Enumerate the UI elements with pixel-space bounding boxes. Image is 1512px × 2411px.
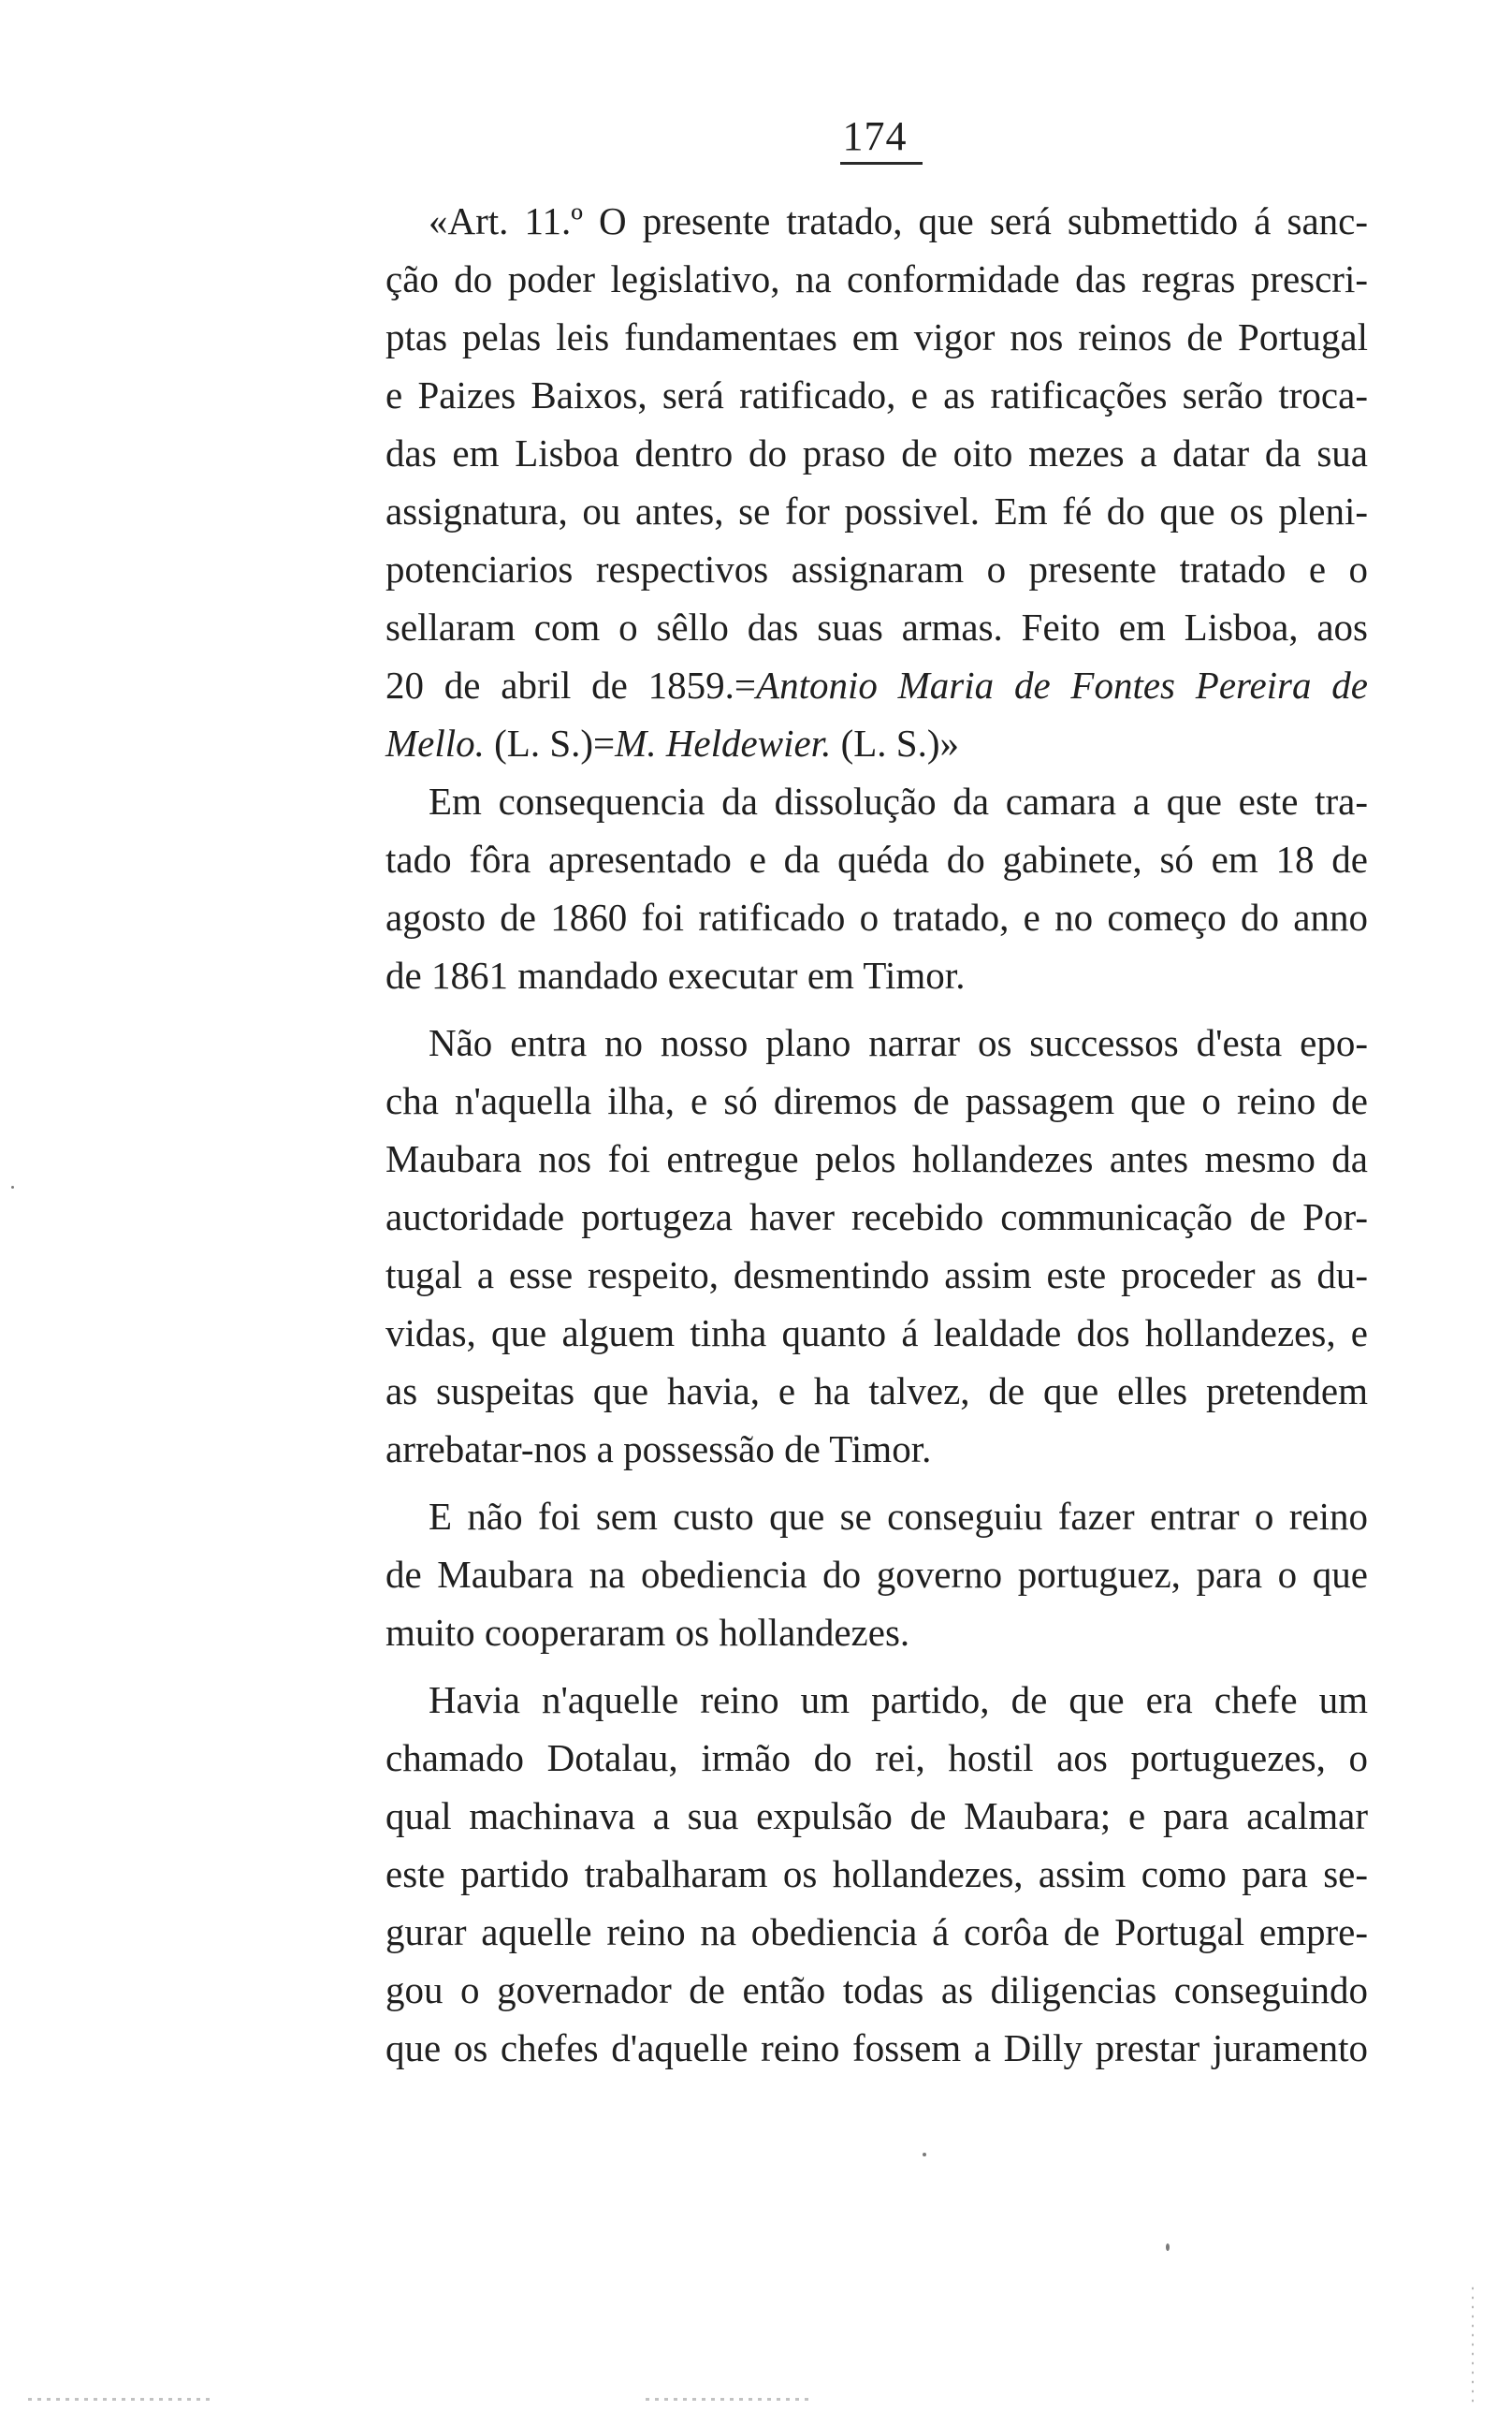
text-line: Maubara nos foi entregue pelos hollandezes antes mesmo da — [385, 1137, 1368, 1180]
italic-span: Mello. — [385, 722, 485, 765]
text-line: muito cooperaram os hollandezes. — [385, 1611, 910, 1654]
text-line: das em Lisboa dentro do praso de oito mezes a datar da sua — [385, 431, 1368, 475]
paragraph-gap — [385, 1004, 1368, 1014]
body-text — [385, 192, 1368, 2077]
text-line: de 1861 mandado executar em Timor. — [385, 954, 966, 997]
text-line: de Maubara na obediencia do governo portuguez, para o que — [385, 1553, 1368, 1596]
text-line: agosto de 1860 foi ratificado o tratado, e no começo do anno — [385, 896, 1368, 939]
text-line: Em consequencia da dissolução da camara a que este tra- — [429, 780, 1368, 823]
text-line: auctoridade portugeza haver recebido communicação de Por- — [385, 1195, 1368, 1238]
text-line: vidas, que alguem tinha quanto á lealdade dos hollandezes, e — [385, 1311, 1368, 1354]
text-line: tado fôra apresentado e da quéda do gabinete, só em 18 de — [385, 838, 1368, 881]
page-number-rule — [840, 162, 923, 165]
scan-bottom-noise — [646, 2398, 814, 2401]
scan-edge-marks — [1469, 2284, 1476, 2405]
text-line: ção do poder legislativo, na conformidade das regras prescri- — [385, 257, 1368, 300]
text-span: (L. S.)= — [484, 722, 616, 765]
text-line — [385, 714, 1368, 772]
text-line: Não entra no nosso plano narrar os successos d'esta epo- — [429, 1021, 1368, 1064]
text-line: as suspeitas que havia, e ha talvez, de que elles pretendem — [385, 1369, 1368, 1412]
italic-span: Antonio Maria de Fontes Pereira de — [756, 664, 1368, 707]
text-line: gurar aquelle reino na obediencia á corôa de Portugal empre- — [385, 1910, 1368, 1953]
text-line: que os chefes d'aquelle reino fossem a Dilly prestar juramento — [385, 2026, 1368, 2069]
text-line: qual machinava a sua expulsão de Maubara; e para acalmar — [385, 1794, 1368, 1837]
text-line: gou o governador de então todas as diligencias conseguindo — [385, 1968, 1368, 2011]
text-span: (L. S.)» — [831, 722, 959, 765]
text-line: sellaram com o sêllo das suas armas. Feito em Lisboa, aos — [385, 606, 1368, 649]
paragraph-gap — [385, 1661, 1368, 1671]
text-line: «Art. 11.º O presente tratado, que será submettido á sanc- — [429, 199, 1368, 242]
text-line: ptas pelas leis fundamentaes em vigor nos reinos de Portugal — [385, 315, 1368, 358]
text-line: tugal a esse respeito, desmentindo assim este proceder as du- — [385, 1253, 1368, 1296]
scan-speck — [11, 1186, 14, 1189]
text-line — [385, 656, 1368, 714]
scan-bottom-noise — [28, 2398, 215, 2401]
text-line: este partido trabalharam os hollandezes, assim como para se- — [385, 1852, 1368, 1895]
text-line: chamado Dotalau, irmão do rei, hostil aos portuguezes, o — [385, 1736, 1368, 1779]
text-span: 20 de abril de 1859.= — [385, 664, 757, 707]
paragraph-gap — [385, 1478, 1368, 1487]
scan-speck — [1166, 2243, 1170, 2251]
text-line: e Paizes Baixos, será ratificado, e as ratificações serão troca- — [385, 373, 1368, 416]
text-line: E não foi sem custo que se conseguiu fazer entrar o reino — [429, 1495, 1368, 1538]
text-line: potenciarios respectivos assignaram o presente tratado e o — [385, 548, 1368, 591]
scan-speck — [923, 2153, 926, 2156]
text-line: Havia n'aquelle reino um partido, de que era chefe um — [429, 1678, 1368, 1721]
text-line: arrebatar-nos a possessão de Timor. — [385, 1427, 932, 1470]
page-number: 174 — [842, 113, 908, 159]
text-line: cha n'aquella ilha, e só diremos de passagem que o reino de — [385, 1079, 1368, 1122]
italic-span: M. Heldewier. — [615, 722, 832, 765]
text-line: assignatura, ou antes, se for possivel. Em fé do que os pleni- — [385, 490, 1368, 533]
